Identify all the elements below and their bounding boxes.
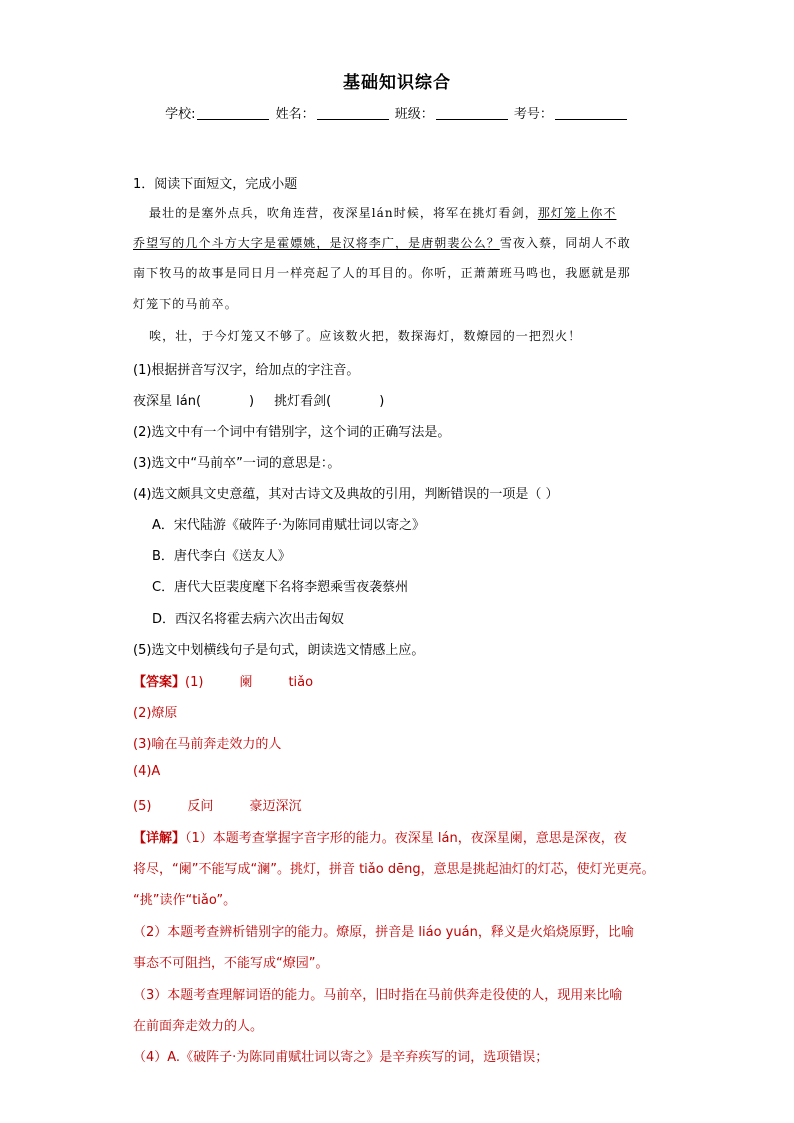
- school-blank[interactable]: [197, 107, 269, 120]
- detail-paragraph-2-line-1: （2）本题考查辨析错别字的能力。燎原，拼音是 liáo yuán，释义是火焰烧原野，比喻: [133, 925, 634, 940]
- sub-question-1-fill: 夜深星 lán( ) 挑灯看剑( ): [133, 394, 385, 409]
- sub-question-3: (3)选文中“马前卒”一词的意思是：。: [133, 456, 341, 471]
- underlined-sentence: 乔望写的几个斗方大字是霍嫖姚，是汉将李广，是唐朝裴公么？: [133, 236, 500, 250]
- name-blank[interactable]: [317, 107, 389, 120]
- detail-paragraph-3-line-1: （3）本题考查理解词语的能力。马前卒，旧时指在马前供奔走役使的人，现用来比喻: [133, 988, 623, 1003]
- sub-question-2: (2)选文中有一个词中有错别字，这个词的正确写法是。: [133, 425, 451, 440]
- detail-label: 【详解】: [133, 831, 186, 846]
- question-stem: 1．阅读下面短文，完成小题: [133, 177, 298, 192]
- sub-question-4: (4)选文颇具文史意蕴，其对古诗文及典故的引用，判断错误的一项是（ ）: [133, 487, 559, 502]
- passage-line-3: 南下牧马的故事是同日月一样亮起了人的耳目的。你听，正萧萧班马鸣也，我愿就是那: [133, 266, 631, 280]
- page-title: 基础知识综合: [343, 73, 451, 93]
- student-info-line: [0, 103, 794, 122]
- answer-2: (2)燎原: [133, 706, 178, 721]
- detail-paragraph-1-line-2: 将尽，“阑”不能写成“澜”。挑灯，拼音 tiǎo dēng，意思是挑起油灯的灯芯，使灯光更亮。: [133, 862, 655, 877]
- answer-4: (4)A: [133, 764, 161, 779]
- detail-paragraph-1-line-1: 【详解】（1）本题考查掌握字音字形的能力。夜深星 lán，夜深星阑，意思是深夜，夜: [133, 831, 627, 846]
- passage-line-1: 最壮的是塞外点兵，吹角连营，夜深星lán时候，将军在挑灯看剑，那灯笼上你不: [149, 206, 617, 220]
- exam-no-blank[interactable]: [555, 107, 627, 120]
- exam-no-label: 考号：: [513, 107, 553, 122]
- school-label: 学校:: [165, 107, 196, 122]
- sub-question-1: (1)根据拼音写汉字，给加点的字注音。: [133, 363, 360, 378]
- option-d: D．西汉名将霍去病六次出击匈奴: [152, 612, 345, 627]
- underlined-sentence: 那灯笼上你不: [537, 206, 617, 220]
- detail-paragraph-1-line-3: “挑”读作“tiǎo”。: [133, 893, 237, 908]
- class-label: 班级：: [394, 107, 434, 122]
- option-a: A．宋代陆游《破阵子·为陈同甫赋壮词以寄之》: [152, 518, 426, 533]
- option-b: B．唐代李白《送友人》: [152, 549, 291, 564]
- detail-paragraph-4: （4）A.《破阵子·为陈同甫赋壮词以寄之》是辛弃疾写的词，选项错误；: [133, 1050, 549, 1065]
- detail-paragraph-2-line-2: 事态不可阻挡，不能写成“燎园”。: [133, 956, 329, 971]
- detail-paragraph-3-line-2: 在前面奔走效力的人。: [133, 1019, 264, 1034]
- sub-question-5: (5)选文中划横线句子是句式，朗读选文情感上应。: [133, 643, 425, 658]
- answer-1: 【答案】(1) 阑 tiǎo: [133, 675, 314, 690]
- answer-5: (5) 反问 豪迈深沉: [133, 799, 302, 814]
- passage-line-5: 唉，壮，于今灯笼又不够了。应该数火把，数探海灯，数燎园的一把烈火！: [149, 329, 582, 343]
- passage-line-2: 乔望写的几个斗方大字是霍嫖姚，是汉将李广，是唐朝裴公么？雪夜入蔡，同胡人不敢: [133, 236, 631, 250]
- answer-3: (3)喻在马前奔走效力的人: [133, 737, 282, 752]
- name-label: 姓名：: [275, 107, 315, 122]
- class-blank[interactable]: [436, 107, 508, 120]
- passage-line-4: 灯笼下的马前卒。: [133, 297, 238, 311]
- answer-label: 【答案】: [133, 675, 186, 690]
- option-c: C．唐代大臣裴度麾下名将李愬乘雪夜袭蔡州: [152, 580, 409, 595]
